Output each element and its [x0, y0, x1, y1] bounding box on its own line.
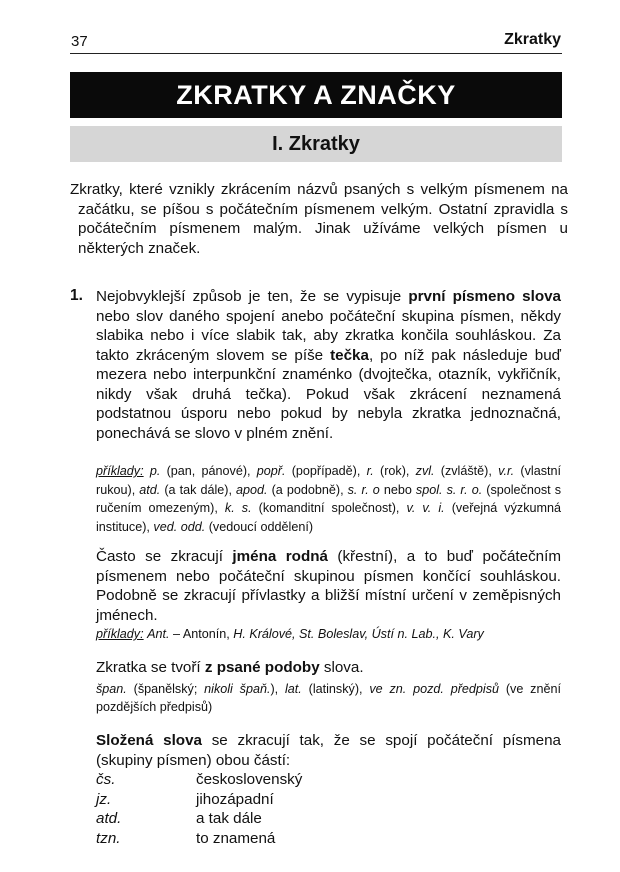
text-run: (španělský; — [126, 681, 205, 696]
names-paragraph — [96, 547, 561, 625]
abbreviation-text: r. — [366, 464, 374, 478]
abbreviation-text: ve zn. pozd. předpisů — [369, 681, 500, 696]
abbreviation-text: nikoli špaň. — [204, 681, 271, 696]
text-run: ), — [270, 681, 285, 696]
names-examples — [96, 625, 561, 644]
text-run: Často se zkracují — [96, 548, 233, 565]
text-run: (a tak dále), — [160, 482, 237, 497]
abbreviation-text: špan. — [96, 681, 127, 696]
examples-label: příklady: — [96, 464, 144, 478]
abbreviation-meaning: jihozápadní — [196, 790, 274, 808]
written-form-examples — [96, 680, 561, 717]
running-header-chapter: Zkratky — [504, 31, 561, 48]
text-run: (ve znění pozdějších předpisů) — [96, 681, 561, 714]
text-run: (popřípadě), — [285, 464, 367, 478]
text-run: (veřejná výzkumná instituce), — [96, 501, 561, 534]
written-form-paragraph — [96, 658, 561, 678]
abbreviation-text: spol. s. r. o. — [415, 482, 483, 497]
page-number: 37 — [71, 33, 88, 50]
text-run: (zvláště), — [434, 464, 499, 478]
text-run: Nejobvyklejší způsob je ten, že se vypisuje — [96, 288, 409, 305]
bold-text: Složená slova — [96, 732, 202, 749]
text-run: Zkratky, které vznikly zkrácením názvů psaných s velkým písmenem na začátku, se píšou s počátečním písmenem velkým. Ostatní zpravidla s počátečním písmenem malým. Jinak užíváme velkých písmen u některých značek. — [70, 181, 568, 257]
examples-label: příklady: — [96, 627, 144, 641]
abbreviation-text: s. r. o — [347, 482, 380, 497]
text-run: Zkratka se tvoří — [96, 659, 205, 676]
text-run: (společnost s ručením omezeným), — [96, 482, 562, 515]
text-run: (křestní), a to buď počátečním písmenem nebo počáteční skupinou písmen končící souhláskou. Podobně se zkracují přívlastky a bližší místní určení v zeměpisných jménech. — [96, 548, 561, 624]
compound-paragraph — [96, 731, 561, 770]
abbreviation-text: zvl. — [415, 464, 435, 478]
abbreviation-text: v.r. — [498, 464, 515, 478]
text-run: (pan, pánové), — [160, 464, 257, 478]
abbreviation-text: Ant. — [147, 627, 170, 641]
abbreviation-text: k. s. — [224, 501, 252, 515]
text-run: – Antonín, — [169, 627, 234, 641]
bold-text: první písmeno slova — [408, 288, 561, 305]
list-item — [96, 809, 561, 829]
chapter-banner-title: ZKRATKY A ZNAČKY — [70, 72, 562, 118]
abbreviation-meaning: československý — [196, 771, 303, 788]
text-run: se zkracují tak, že se spojí počáteční písmena (skupiny písmen) obou částí: — [96, 732, 561, 769]
header-rule — [70, 53, 562, 54]
abbreviation: čs. — [96, 771, 116, 788]
text-run: nebo slov daného spojení anebo počáteční skupina písmen, někdy slabika nebo i více slabik tak, aby zkratka končila souhláskou. Za takto zkráceným slovem se píše — [96, 307, 561, 364]
abbreviation-text: apod. — [236, 482, 268, 497]
bold-text: jména rodná — [232, 548, 328, 565]
list-item-number: 1. — [70, 287, 83, 304]
bold-text: tečka — [330, 346, 369, 364]
abbreviation-text: atd. — [139, 482, 161, 497]
abbreviation-text: v. v. i. — [406, 501, 445, 515]
text-run: (rok), — [373, 464, 416, 478]
section-heading: I. Zkratky — [70, 126, 562, 162]
list-item — [96, 770, 561, 790]
names-section — [96, 547, 561, 644]
abbreviation: atd. — [96, 810, 122, 827]
abbreviation: jz. — [96, 790, 112, 808]
abbreviation-text: p. — [149, 464, 161, 478]
text-run: (latinský), — [301, 681, 370, 696]
abbreviation-meaning: to znamená — [196, 829, 276, 847]
abbreviation-meaning: a tak dále — [196, 810, 262, 827]
bold-text: z psané podoby — [204, 659, 320, 676]
abbreviation: tzn. — [96, 829, 121, 847]
examples-paragraph — [96, 462, 561, 536]
text-run: , po níž pak následuje buď mezera nebo interpunkční znaménko (dvojtečka, otazník, vykřičník, nikdy však druhá tečka). Pokud však zkrácení neznamená podstatnou úsporu nebo pokud by nebyla zkratka jednoznačná, ponechává se slovo v plném znění. — [96, 346, 561, 442]
list-item — [96, 790, 561, 810]
text-run: (komanditní společnost), — [251, 501, 407, 515]
abbreviation-text: H. Králové, St. Boleslav, Ústí n. Lab., K. Vary — [233, 627, 484, 641]
list-item — [96, 829, 561, 849]
text-run: slova. — [319, 659, 364, 676]
compound-abbreviation-list — [96, 770, 561, 848]
text-run: (a podobně), — [267, 482, 348, 497]
text-run: (vlastní rukou), — [96, 464, 561, 497]
text-run: nebo — [379, 482, 416, 497]
abbreviation-text: popř. — [256, 464, 286, 478]
abbreviation-text: ved. odd. — [153, 519, 206, 534]
intro-paragraph — [70, 180, 568, 258]
abbreviation-text: lat. — [285, 681, 302, 696]
written-form-section — [96, 658, 561, 717]
text-run: (vedoucí oddělení) — [205, 519, 314, 534]
item-paragraph — [96, 287, 561, 443]
compound-section — [96, 731, 561, 848]
